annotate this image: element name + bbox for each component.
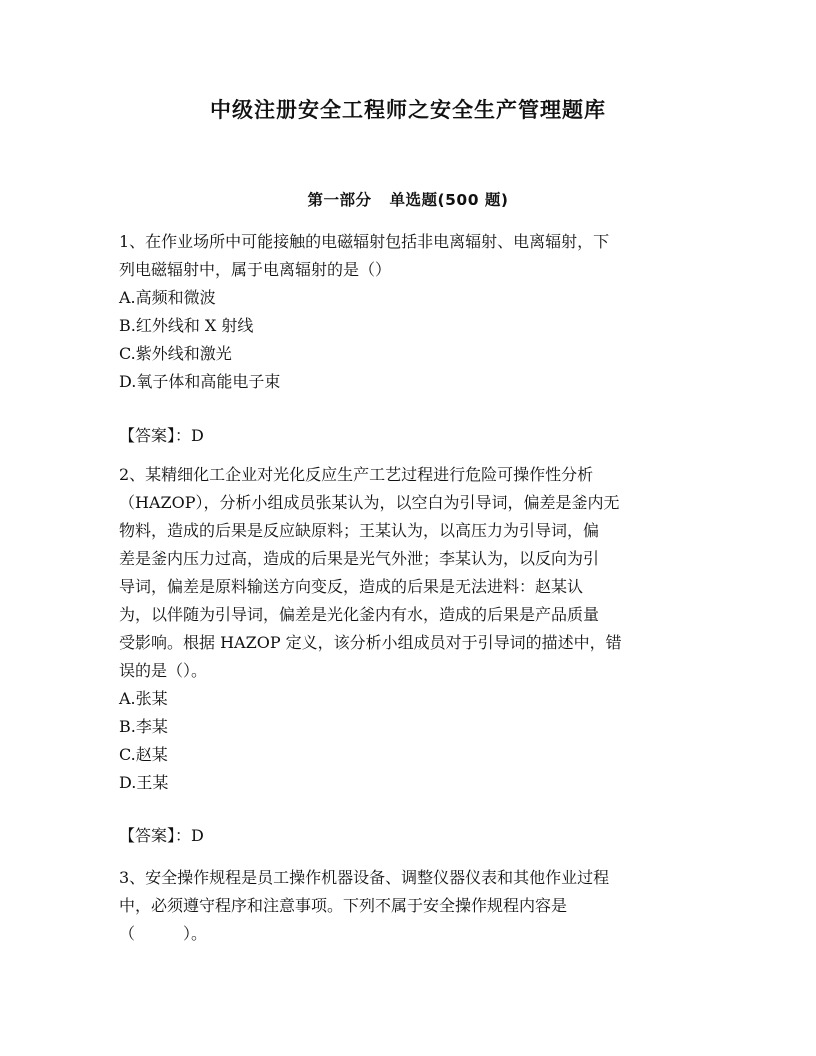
option-d: D.王某 xyxy=(119,773,169,792)
question-text-line: 受影响。根据 HAZOP 定义，该分析小组成员对于引导词的描述中，错 xyxy=(119,633,622,652)
question-1 xyxy=(119,228,699,396)
question-text-line: 为，以伴随为引导词，偏差是光化釜内有水，造成的后果是产品质量 xyxy=(119,605,600,624)
option-b: B.红外线和 X 射线 xyxy=(119,316,254,335)
option-b: B.李某 xyxy=(119,717,168,736)
question-3 xyxy=(119,864,699,948)
option-a: A.高频和微波 xyxy=(119,288,216,307)
option-d: D.氧子体和高能电子束 xyxy=(119,372,281,391)
answer-text: 【答案】：D xyxy=(119,826,204,845)
question-text-line: 导词，偏差是原料输送方向变反，造成的后果是无法进料：赵某认 xyxy=(119,577,584,596)
section-name: 单选题(500 题) xyxy=(389,191,509,209)
answer-2 xyxy=(119,822,699,850)
question-text-line: 差是釜内压力过高，造成的后果是光气外泄；李某认为，以反向为引 xyxy=(119,549,600,568)
question-text-line: 误的是（）。 xyxy=(119,661,208,680)
answer-1 xyxy=(119,422,699,450)
section-heading xyxy=(0,188,816,210)
question-2 xyxy=(119,461,699,797)
question-text-line: 2、某精细化工企业对光化反应生产工艺过程进行危险可操作性分析 xyxy=(119,465,594,484)
question-text-line: （HAZOP），分析小组成员张某认为，以空白为引导词，偏差是釜内无 xyxy=(119,493,620,512)
question-text-line: 列电磁辐射中，属于电离辐射的是（） xyxy=(119,260,392,279)
question-text-line: 1、在作业场所中可能接触的电磁辐射包括非电离辐射、电离辐射，下 xyxy=(119,232,610,251)
option-c: C.紫外线和激光 xyxy=(119,344,232,363)
option-c: C.赵某 xyxy=(119,745,168,764)
answer-text: 【答案】：D xyxy=(119,426,204,445)
question-text-line: 中，必须遵守程序和注意事项。下列不属于安全操作规程内容是 xyxy=(119,896,568,915)
question-text-line: 物料，造成的后果是反应缺原料；王某认为，以高压力为引导词，偏 xyxy=(119,521,600,540)
question-text-line: （ ）。 xyxy=(119,924,208,943)
option-a: A.张某 xyxy=(119,689,168,708)
section-part: 第一部分 xyxy=(307,191,372,209)
document-title: 中级注册安全工程师之安全生产管理题库 xyxy=(210,97,606,122)
question-text-line: 3、安全操作规程是员工操作机器设备、调整仪器仪表和其他作业过程 xyxy=(119,868,610,887)
